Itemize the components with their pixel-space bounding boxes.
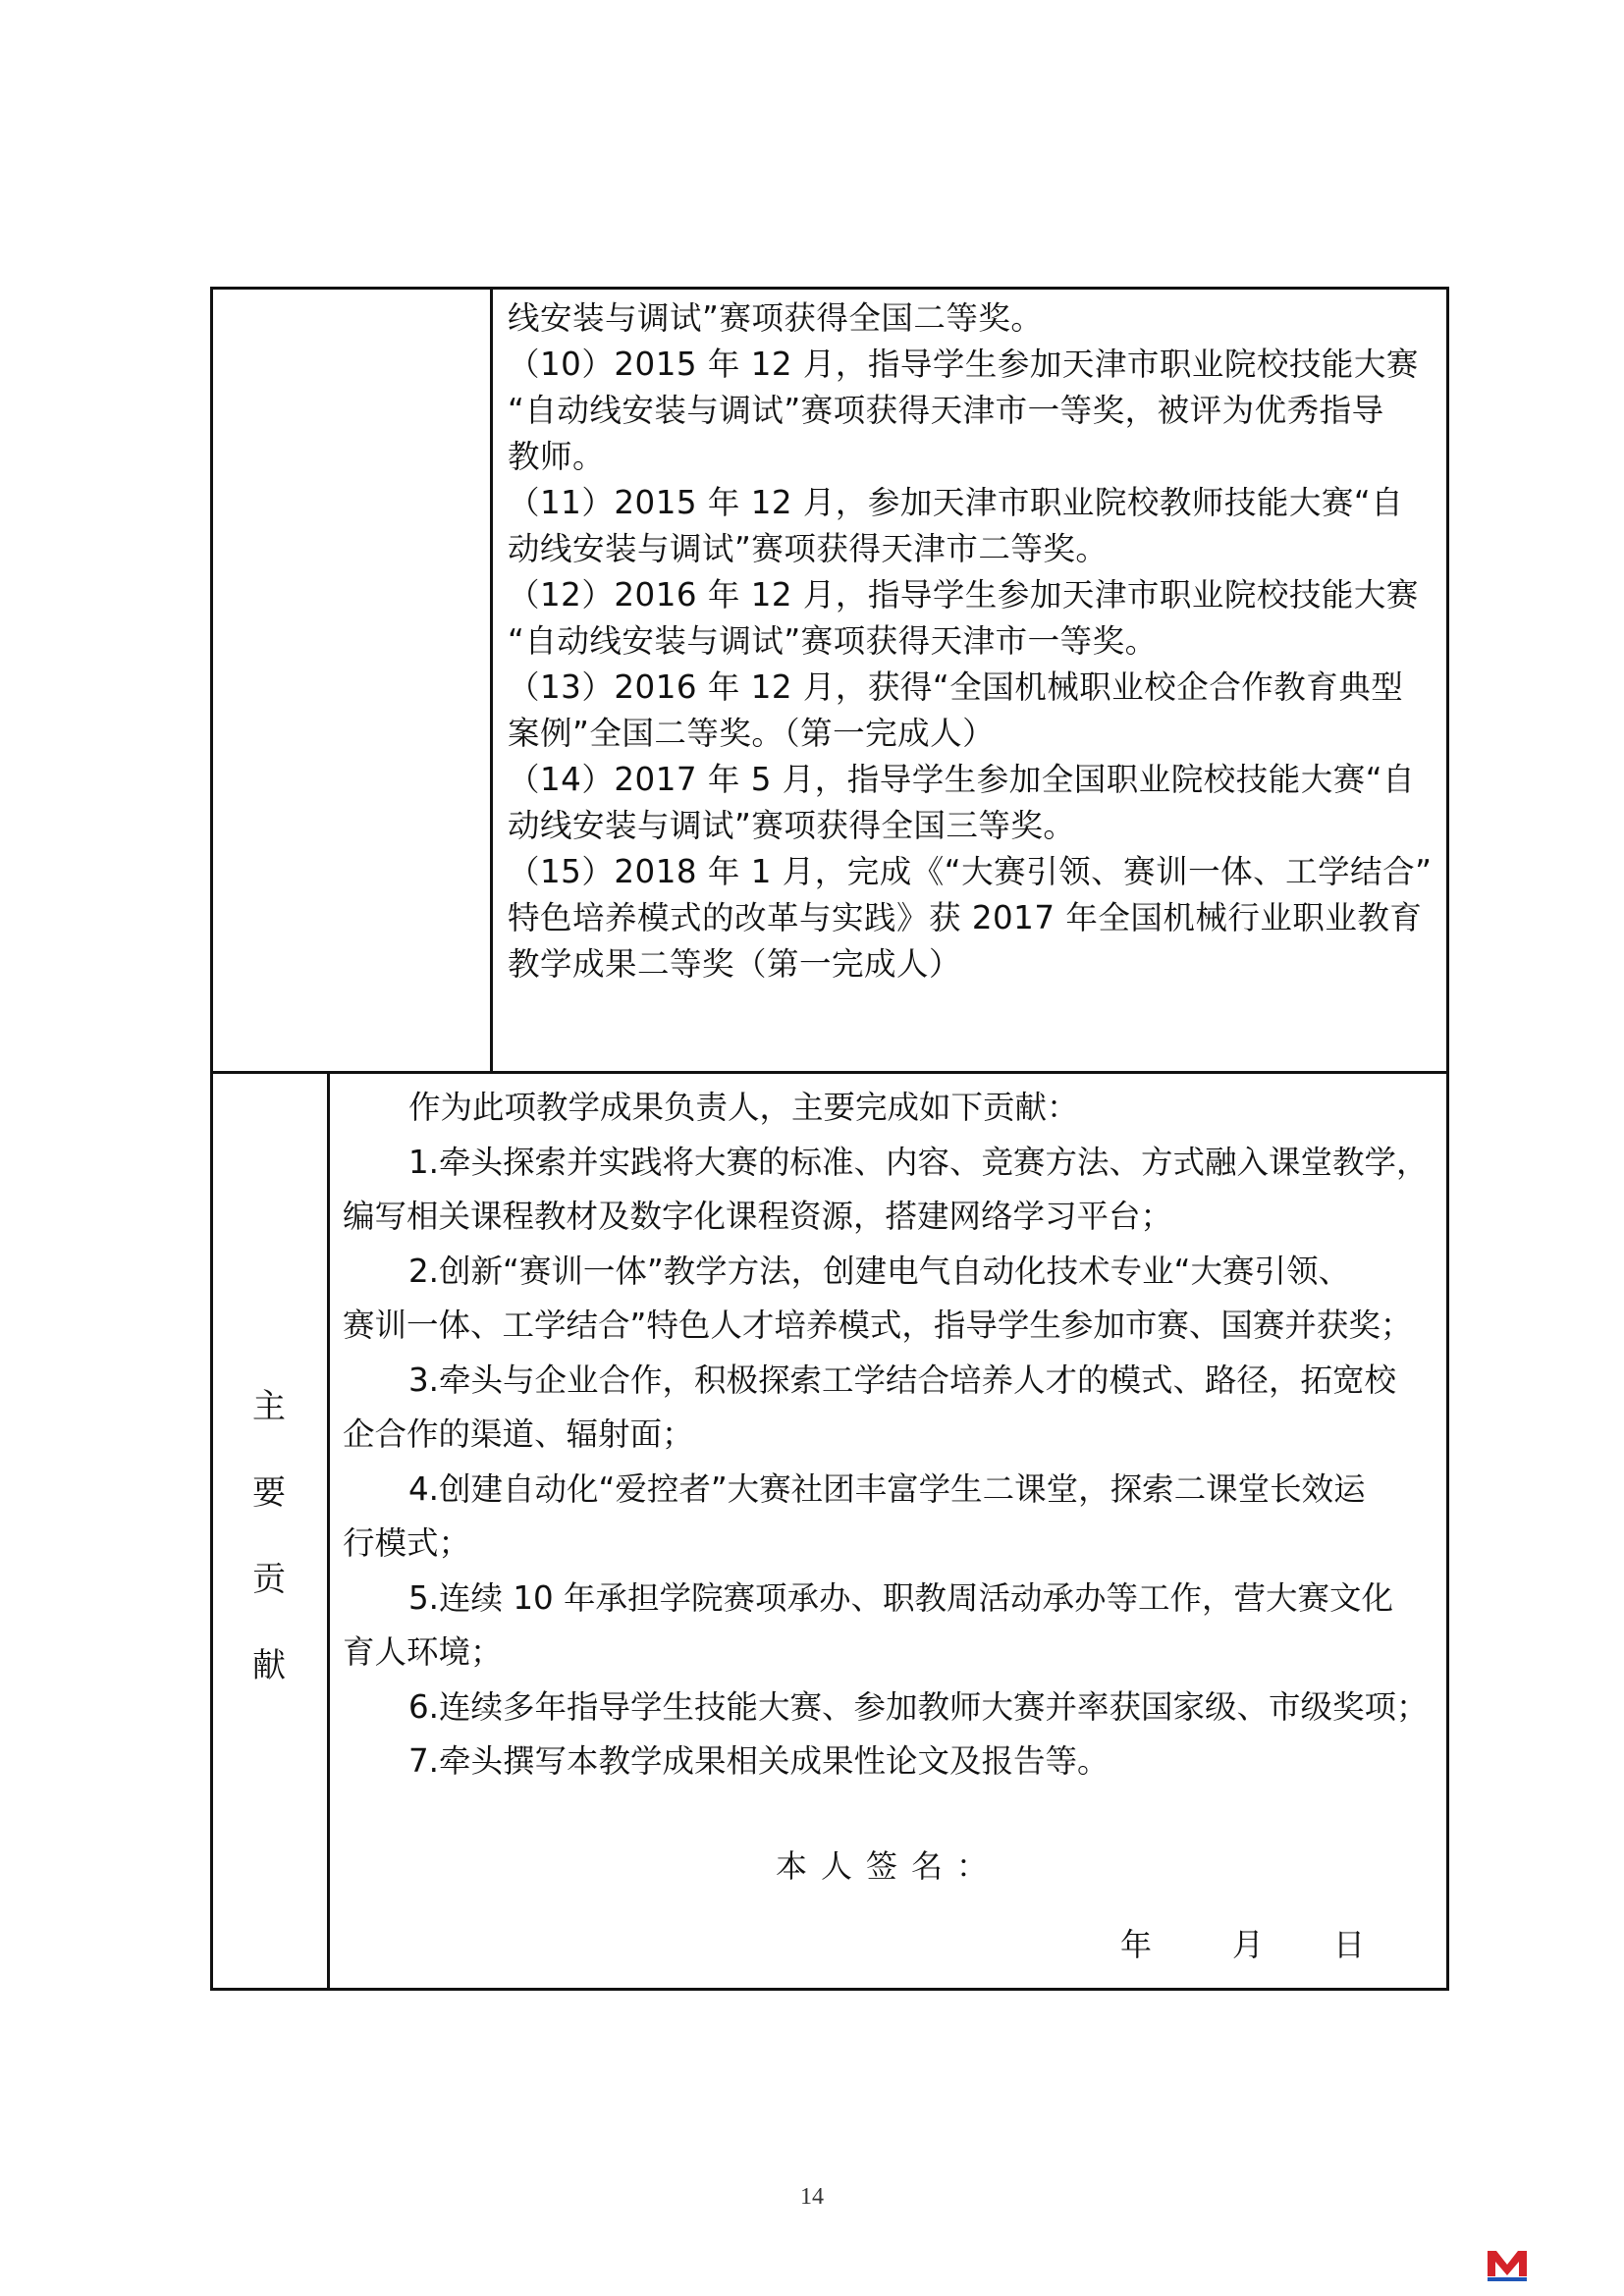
awards-column-divider	[490, 287, 493, 1074]
page-number: 14	[800, 2184, 824, 2210]
awards-line: 动线安装与调试”赛项获得全国三等奖。	[508, 807, 1076, 844]
awards-line: 教师。	[508, 438, 606, 475]
contribution-item: 6.连续多年指导学生技能大赛、参加教师大赛并率获国家级、市级奖项；	[408, 1688, 1429, 1726]
date-month: 月	[1232, 1926, 1265, 1963]
awards-line: 动线安装与调试”赛项获得天津市二等奖。	[508, 530, 1109, 567]
contribution-item: 编写相关课程教材及数字化课程资源，搭建网络学习平台；	[343, 1198, 1173, 1235]
awards-line: （13）2016 年 12 月，获得“全国机械职业校企合作教育典型	[508, 668, 1404, 706]
contribution-item: 7.牵头撰写本教学成果相关成果性论文及报告等。	[408, 1742, 1110, 1780]
awards-line: “自动线安装与调试”赛项获得天津市一等奖。	[508, 622, 1158, 660]
contribution-item: 4.创建自动化“爱控者”大赛社团丰富学生二课堂，探索二课堂长效运	[408, 1470, 1366, 1508]
contribution-item: 行模式；	[343, 1524, 471, 1562]
label-char-yao: 要	[252, 1473, 286, 1513]
contribution-item: 育人环境；	[343, 1633, 503, 1671]
date-day: 日	[1333, 1926, 1366, 1963]
corner-logo-icon	[1486, 2243, 1529, 2282]
contribution-item: 5.连续 10 年承担学院赛项承办、职教周活动承办等工作，营大赛文化	[408, 1579, 1394, 1617]
contribution-item: 3.牵头与企业合作，积极探索工学结合培养人才的模式、路径，拓宽校	[408, 1362, 1397, 1399]
contribution-item: 1.牵头探索并实践将大赛的标准、内容、竞赛方法、方式融入课堂教学，	[408, 1144, 1429, 1181]
logo-blue-bar	[1488, 2277, 1527, 2281]
awards-line: 教学成果二等奖（第一完成人）	[508, 945, 962, 983]
awards-line: 特色培养模式的改革与实践》获 2017 年全国机械行业职业教育	[508, 899, 1423, 936]
signature-label: 本人签名：	[776, 1847, 1002, 1885]
label-char-zhu: 主	[252, 1387, 286, 1426]
label-char-gong: 贡	[252, 1560, 286, 1599]
awards-line: “自动线安装与调试”赛项获得天津市一等奖，被评为优秀指导	[508, 392, 1384, 429]
awards-line: （11）2015 年 12 月，参加天津市职业院校教师技能大赛“自	[508, 484, 1404, 521]
awards-line: （12）2016 年 12 月，指导学生参加天津市职业院校技能大赛	[508, 576, 1419, 614]
contribution-intro: 作为此项教学成果负责人，主要完成如下贡献：	[408, 1089, 1079, 1126]
date-year: 年	[1120, 1926, 1153, 1963]
awards-line: （14）2017 年 5 月，指导学生参加全国职业院校技能大赛“自	[508, 761, 1416, 798]
awards-line: （10）2015 年 12 月，指导学生参加天津市职业院校技能大赛	[508, 346, 1419, 383]
contribution-item: 赛训一体、工学结合”特色人才培养模式，指导学生参加市赛、国赛并获奖；	[343, 1307, 1413, 1344]
awards-text	[508, 295, 1432, 988]
label-char-xian: 献	[252, 1646, 286, 1685]
contributions-column-divider	[327, 1071, 330, 1991]
awards-line: 线安装与调试”赛项获得全国二等奖。	[508, 299, 1044, 337]
contribution-item: 企合作的渠道、辐射面；	[343, 1415, 694, 1453]
logo-red-mark	[1488, 2251, 1527, 2276]
awards-line: （15）2018 年 1 月，完成《“大赛引领、赛训一体、工学结合”	[508, 853, 1433, 890]
awards-line: 案例”全国二等奖。（第一完成人）	[508, 715, 996, 752]
contribution-item: 2.创新“赛训一体”教学方法，创建电气自动化技术专业“大赛引领、	[408, 1253, 1351, 1290]
